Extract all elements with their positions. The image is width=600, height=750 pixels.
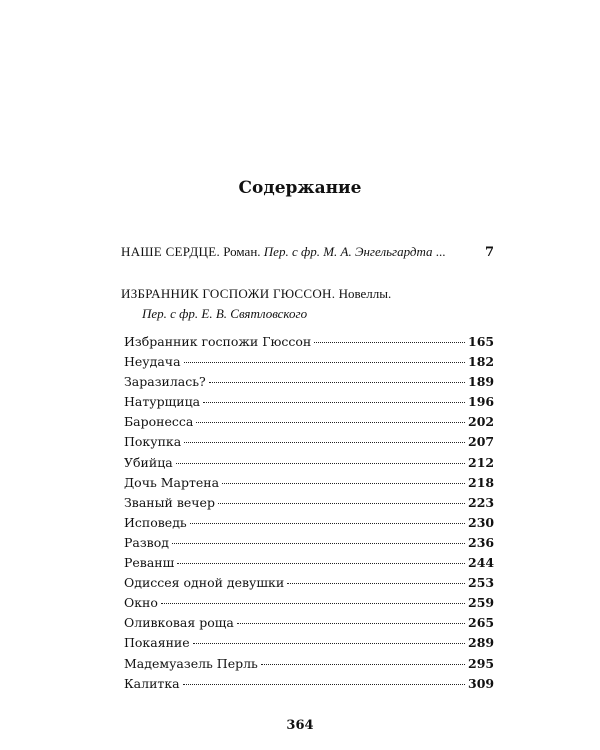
- dot-leader: [176, 463, 465, 464]
- toc-item: [124, 374, 494, 394]
- toc-item-page: 295: [468, 655, 495, 671]
- toc-item-page: 289: [468, 635, 495, 651]
- toc-item-page: 189: [468, 374, 495, 390]
- toc-item-page: 196: [468, 394, 495, 410]
- toc-item-name: Покупка: [124, 434, 182, 450]
- toc-entry-text: [121, 244, 474, 260]
- toc-item-page: 218: [468, 474, 495, 490]
- toc-item: [124, 555, 494, 575]
- dot-leader: [218, 503, 465, 504]
- toc-item-name: Окно: [124, 595, 158, 611]
- dot-leader: [203, 402, 465, 403]
- toc-item: [124, 656, 494, 676]
- dot-leader: [261, 664, 465, 665]
- dot-leader: [190, 523, 465, 524]
- toc-item-name: Званый вечер: [124, 494, 215, 510]
- toc-list: [124, 334, 494, 696]
- dot-leader: [184, 362, 465, 363]
- toc-item-page: 236: [468, 534, 495, 550]
- toc-item: [124, 575, 494, 595]
- toc-item: [124, 535, 494, 555]
- toc-item-page: 212: [468, 454, 495, 470]
- toc-item: [124, 635, 494, 655]
- dot-leader: [196, 422, 465, 423]
- page-title: Содержание: [238, 178, 362, 198]
- dot-leader: [237, 623, 465, 624]
- toc-item-name: Баронесса: [124, 414, 194, 430]
- toc-item-name: Мадемуазель Перль: [124, 655, 258, 671]
- toc-item-page: 182: [468, 354, 495, 370]
- toc-item-name: Избранник госпожи Гюссон: [124, 334, 312, 349]
- dot-leader: [177, 563, 465, 564]
- toc-item-name: Дочь Мартена: [124, 474, 220, 490]
- entry-translator: Пер. с фр. М. А. Энгельгардта: [263, 244, 433, 259]
- section-heading: [121, 286, 391, 302]
- toc-item: [124, 615, 494, 635]
- toc-item-name: Натурщица: [124, 394, 201, 410]
- toc-item-page: 253: [468, 575, 495, 591]
- entry-ellipsis: ...: [432, 244, 446, 259]
- toc-item: [124, 354, 494, 374]
- toc-item: [124, 475, 494, 495]
- entry-genre: Роман.: [220, 244, 264, 259]
- toc-item-name: Исповедь: [124, 514, 187, 530]
- dot-leader: [161, 603, 465, 604]
- toc-item-page: 165: [468, 334, 495, 349]
- toc-item-page: 223: [468, 494, 495, 510]
- toc-item-name: Калитка: [124, 675, 180, 691]
- toc-item-name: Развод: [124, 534, 169, 550]
- toc-item-page: 202: [468, 414, 495, 430]
- toc-item-page: 259: [468, 595, 495, 611]
- dot-leader: [287, 583, 465, 584]
- toc-item-name: Заразилась?: [124, 374, 206, 390]
- toc-item: [124, 676, 494, 696]
- toc-item-page: 309: [468, 675, 495, 691]
- toc-item-name: Неудача: [124, 354, 181, 370]
- toc-entry-page: 7: [484, 245, 494, 260]
- toc-item: [124, 394, 494, 414]
- dot-leader: [184, 442, 465, 443]
- toc-item-name: Одиссея одной девушки: [124, 575, 285, 591]
- toc-item: [124, 334, 494, 354]
- section-translator: Пер. с фр. Е. В. Святловского: [142, 306, 308, 321]
- toc-item: [124, 434, 494, 454]
- toc-item-page: 230: [468, 514, 495, 530]
- dot-leader: [172, 543, 465, 544]
- dot-leader: [183, 684, 465, 685]
- toc-item: [124, 414, 494, 434]
- toc-item: [124, 595, 494, 615]
- toc-item-name: Оливковая роща: [124, 615, 234, 631]
- toc-item: [124, 495, 494, 515]
- section-genre: Новеллы.: [335, 286, 392, 301]
- entry-title: НАШЕ СЕРДЦЕ.: [121, 244, 220, 259]
- dot-leader: [209, 382, 465, 383]
- toc-item-name: Покаяние: [124, 635, 190, 651]
- toc-item-page: 244: [468, 555, 495, 571]
- dot-leader: [222, 483, 465, 484]
- section-title: ИЗБРАННИК ГОСПОЖИ ГЮССОН.: [121, 286, 336, 301]
- toc-item-name: Реванш: [124, 555, 175, 571]
- toc-entry-nashe-serdtse: [121, 244, 494, 260]
- dot-leader: [314, 342, 465, 343]
- toc-item-page: 207: [468, 434, 495, 450]
- toc-item-name: Убийца: [124, 454, 173, 470]
- toc-item: [124, 515, 494, 535]
- toc-item-page: 265: [468, 615, 495, 631]
- page-number: 364: [286, 718, 314, 733]
- toc-item: [124, 455, 494, 475]
- dot-leader: [193, 643, 465, 644]
